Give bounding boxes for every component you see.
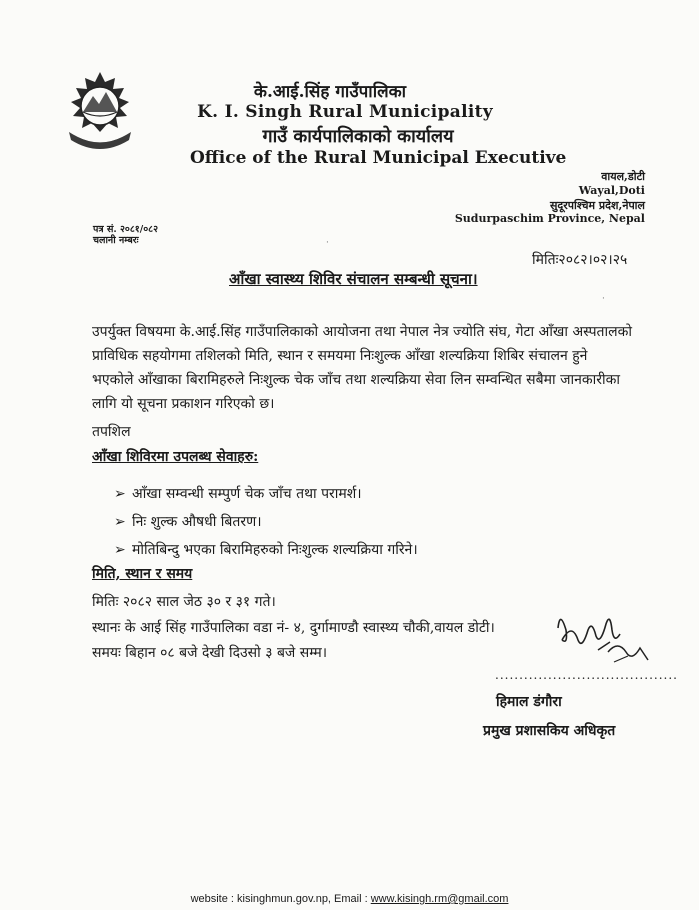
municipality-name-nepali: के.आई.सिंह गाउँपालिका	[253, 82, 407, 102]
arrow-bullet-icon: ➢	[114, 486, 126, 502]
schedule-heading: मिति, स्थान र समय	[92, 566, 193, 582]
body-line: भएकोले आँखाका बिरामिहरुले निःशुल्क चेक जाँच तथा शल्यक्रिया सेवा लिन सम्वन्धित सबैमा जानकारीका	[92, 372, 620, 388]
address-province-english: Sudurpaschim Province, Nepal	[454, 212, 645, 225]
service-item: ➢ आँखा सम्वन्धी सम्पुर्ण चेक जाँच तथा परामर्श।	[114, 486, 362, 502]
document-date: मितिः२०८२।०२।२५	[532, 252, 628, 268]
dispatch-number: चलानी नम्बरः	[93, 235, 139, 246]
office-name-english: Office of the Rural Municipal Executive	[190, 148, 567, 168]
body-line: लागि यो सूचना प्रकाशन गरिएको छ।	[92, 396, 275, 412]
municipality-emblem-logo	[63, 70, 137, 154]
service-item: ➢ निः शुल्क औषधी बितरण।	[114, 514, 262, 530]
address-place-nepali: वायल,डोटी	[601, 170, 645, 183]
arrow-bullet-icon: ➢	[114, 542, 126, 558]
schedule-place: स्थानः के आई सिंह गाउँपालिका वडा नं- ४, दुर्गामाण्डौ स्वास्थ्य चौकी,वायल डोटी।	[92, 620, 495, 636]
scan-speck: ·	[326, 238, 329, 248]
municipality-name-english: K. I. Singh Rural Municipality	[197, 102, 493, 122]
details-heading: तपशिल	[92, 424, 131, 440]
letter-number: पत्र सं. २०८१/०८२	[93, 224, 159, 235]
footer-email-link[interactable]: www.kisingh.rm@gmail.com	[370, 893, 509, 905]
body-line: प्राविधिक सहयोगमा तशिलको मिति, स्थान र समयमा निःशुल्क आँखा शल्यक्रिया शिबिर संचालन हुने	[92, 348, 588, 364]
schedule-date: मितिः २०८२ साल जेठ ३० र ३१ गते।	[92, 594, 276, 610]
signer-name: हिमाल डंगौरा	[496, 694, 562, 710]
body-line: उपर्युक्त विषयमा के.आई.सिंह गाउँपालिकाको आयोजना तथा नेपाल नेत्र ज्योति संघ, गेटा आँखा अस्पतालको	[92, 324, 633, 340]
arrow-bullet-icon: ➢	[114, 514, 126, 530]
address-place-english: Wayal,Doti	[578, 184, 645, 197]
notice-subject: आँखा स्वास्थ्य शिविर संचालन सम्बन्धी सूचना।	[229, 270, 478, 288]
schedule-time: समयः बिहान ०८ बजे देखी दिउसो ३ बजे सम्म।	[92, 645, 328, 661]
office-name-nepali: गाउँ कार्यपालिकाको कार्यालय	[262, 126, 454, 147]
scan-speck: ·	[602, 294, 605, 304]
signature-line: ......................................	[495, 668, 678, 682]
signer-title: प्रमुख प्रशासकिय अधिकृत	[483, 723, 616, 739]
footer-contact	[0, 893, 699, 905]
address-province-nepali: सुदूरपश्चिम प्रदेश,नेपाल	[549, 199, 645, 212]
service-item: ➢ मोतिबिन्दु भएका बिरामिहरुको निःशुल्क शल्यक्रिया गरिने।	[114, 542, 418, 558]
footer-website-text: website : kisinghmun.gov.np, Email :	[190, 893, 371, 905]
services-heading: आँखा शिविरमा उपलब्ध सेवाहरु:	[92, 449, 259, 465]
